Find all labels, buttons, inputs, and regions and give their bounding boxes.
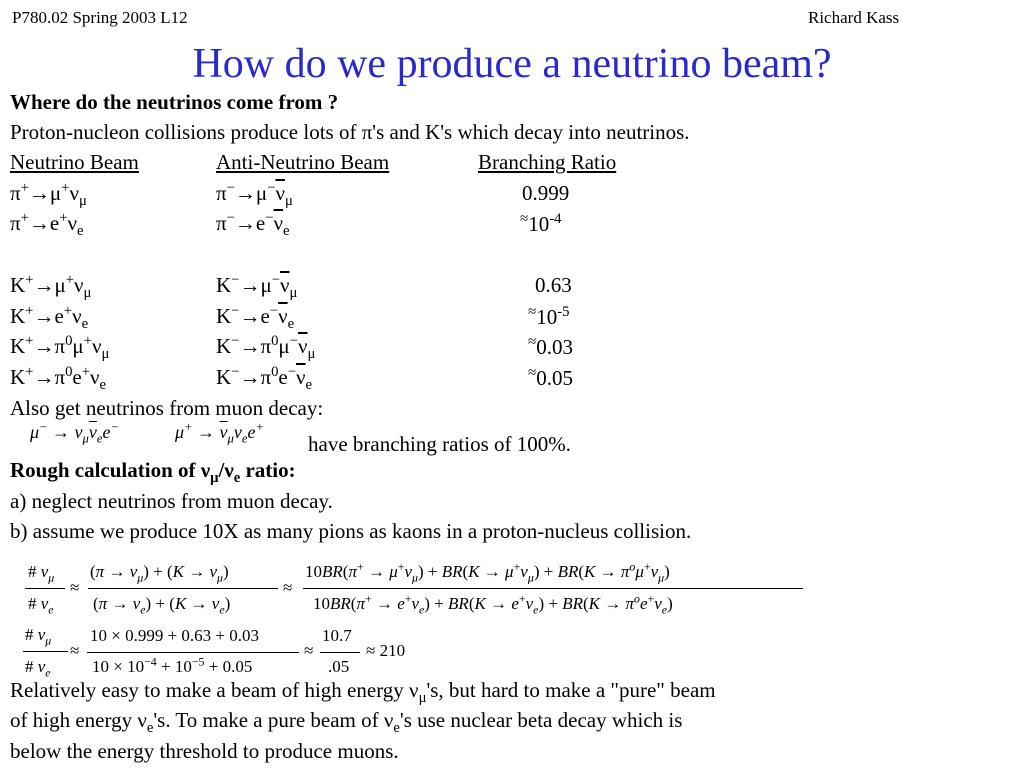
course-label: P780.02 Spring 2003 L12 xyxy=(12,8,188,27)
approx-symbol: ≈ xyxy=(520,211,529,227)
decay-pi-plus-mu: $\pi^+\to\mu^+\nu_\mu$ xyxy=(10,180,87,210)
conclusion-line-3: below the energy threshold to produce muons. xyxy=(10,739,399,763)
eq2-den-part: 10 × 10 xyxy=(92,657,145,676)
decay-k-minus-pi0-e: $K^-\to\pi^0e^-\overline{\nu}_e$ xyxy=(216,364,313,394)
decay-k-plus-mu: $K^+\to\mu^+\nu_\mu$ xyxy=(10,272,92,302)
slide-title: How do we produce a neutrino beam? xyxy=(192,41,832,87)
eq2-mid-num: 10 × 0.999 + 0.63 + 0.03 xyxy=(90,626,260,645)
approx-symbol: ≈ xyxy=(528,304,537,320)
br-value: 0.63 xyxy=(535,273,572,297)
decay-k-minus-pi0-mu: $K^-\to\pi^0\mu^-\overline{\nu}_\mu$ xyxy=(216,333,316,363)
eq2-rhs-num: 10.7 xyxy=(322,626,352,645)
decay-k-plus-pi0-e: $K^+\to\pi^0e^+\nu_e$ xyxy=(10,364,107,394)
br-value: 0.999 xyxy=(522,181,570,205)
br-number: 0.05 xyxy=(536,366,573,390)
rough-calc-heading: Rough calculation of $\nu_\mu/\nu_e$ ratio: xyxy=(10,458,296,487)
decay-k-minus-e: $K^-\to e^-\overline{\nu}_e$ xyxy=(216,303,295,333)
approx-symbol: ≈ xyxy=(528,365,537,381)
fraction-bar xyxy=(23,651,68,652)
eq2-mid-den xyxy=(92,654,253,677)
intro-text: Proton-nucleon collisions produce lots of π's and K's which decay into neutrinos. xyxy=(10,120,690,144)
eq2-den-part: + 0.05 xyxy=(204,657,253,676)
approx-symbol: ≈ xyxy=(528,334,537,350)
conclusion-text: 's use nuclear beta decay which is xyxy=(399,708,683,732)
author-label: Richard Kass xyxy=(808,8,900,27)
eq1-lhs-num: # $\nu_\mu$ xyxy=(28,562,55,585)
decay-pi-minus-mu: $\pi^-\to\mu^-\overline{\nu}_\mu$ xyxy=(216,180,293,210)
rough-title-pre: Rough calculation of ν xyxy=(10,458,211,482)
col-header-neutrino: Neutrino Beam xyxy=(10,150,139,174)
br-base: 10 xyxy=(528,212,550,236)
eq1-lhs-den: # $\nu_e$ xyxy=(28,594,54,617)
fraction-bar xyxy=(303,588,803,589)
br-number: 0.03 xyxy=(536,335,573,359)
br-value xyxy=(528,304,569,330)
br-value xyxy=(520,211,561,237)
br-value xyxy=(528,365,573,391)
col-header-branching: Branching Ratio xyxy=(478,150,617,174)
muon-branching-text: have branching ratios of 100%. xyxy=(308,432,572,456)
eq2-den-part: + 10 xyxy=(156,657,192,676)
eq1-rhs-num: $10BR(\pi^+ \to \mu^+\nu_\mu) + BR(K \to \mu^+\nu_\mu) + BR(K \to \pi^o\mu^+\nu_\mu)$ xyxy=(305,559,670,585)
eq2-rhs-den: .05 xyxy=(328,657,350,676)
conclusion-line-2: of high energy $\nu_e's$. To make a pure beam of $\nu_e's$ use nuclear beta decay which is xyxy=(10,708,683,737)
decay-k-plus-pi0-mu: $K^+\to\pi^0\mu^+\nu_\mu$ xyxy=(10,333,110,363)
br-exponent: -4 xyxy=(549,211,562,227)
eq2-lhs-num: # $\nu_\mu$ xyxy=(25,625,52,648)
conclusion-line-1: Relatively easy to make a beam of high energy $\nu_\mu's$, but hard to make a "pure" beam xyxy=(10,678,716,707)
decay-k-plus-e: $K^+\to e^+\nu_e$ xyxy=(10,303,89,333)
conclusion-text: Relatively easy to make a beam of high energy ν xyxy=(10,678,419,702)
approx-sign: ≈ xyxy=(70,641,80,660)
muon-decay-intro: Also get neutrinos from muon decay: xyxy=(10,396,324,420)
fraction-bar xyxy=(88,588,278,589)
eq1-rhs-den: $10BR(\pi^+ \to e^+\nu_e) + BR(K \to e^+\nu_e) + BR(K \to \pi^oe^+\nu_e)$ xyxy=(313,591,673,617)
fraction-bar xyxy=(87,652,299,653)
approx-sign: ≈ xyxy=(70,578,80,597)
approx-sign: ≈ xyxy=(304,641,314,660)
br-exponent: -5 xyxy=(557,304,570,320)
br-value xyxy=(528,334,573,360)
eq2-lhs-den: # $\nu_e$ xyxy=(25,657,51,680)
approx-sign: ≈ xyxy=(283,578,293,597)
col-header-antineutrino: Anti-Neutrino Beam xyxy=(216,150,390,174)
decay-pi-plus-e: $\pi^+\to e^+\nu_e$ xyxy=(10,210,84,240)
conclusion-text: 's, but hard to make a "pure" beam xyxy=(426,678,716,702)
eq2-den-exp: −4 xyxy=(144,654,157,669)
rough-title-post: ratio: xyxy=(240,458,296,482)
eq2-result: ≈ 210 xyxy=(366,641,406,660)
conclusion-text: of high energy ν xyxy=(10,708,147,732)
eq1-mid-den: $(\pi \to \nu_e) + (K \to \nu_e)$ xyxy=(93,594,231,617)
muon-decay-equation-1: $\mu^- \to \nu_\mu\overline{\nu}_ee^-$ xyxy=(30,420,119,446)
eq2-den-exp: −5 xyxy=(191,654,205,669)
conclusion-text: 's. To make a pure beam of ν xyxy=(153,708,394,732)
fraction-bar xyxy=(25,588,65,589)
fraction-bar xyxy=(320,652,360,653)
assumption-b: b) assume we produce 10X as many pions as kaons in a proton-nucleus collision. xyxy=(10,519,692,543)
question-heading: Where do the neutrinos come from ? xyxy=(10,90,339,114)
decay-k-minus-mu: $K^-\to\mu^-\overline{\nu}_\mu$ xyxy=(216,272,298,302)
br-base: 10 xyxy=(536,305,558,329)
eq1-mid-num: $(\pi \to \nu_\mu) + (K \to \nu_\mu)$ xyxy=(90,562,229,585)
muon-decay-equation-2: $\mu^+ \to \overline{\nu}_\mu\nu_ee^+$ xyxy=(175,420,264,446)
decay-pi-minus-e: $\pi^-\to e^-\overline{\nu}_e$ xyxy=(216,210,290,240)
assumption-a: a) neglect neutrinos from muon decay. xyxy=(10,489,333,513)
rough-title-mid: /ν xyxy=(218,458,234,482)
